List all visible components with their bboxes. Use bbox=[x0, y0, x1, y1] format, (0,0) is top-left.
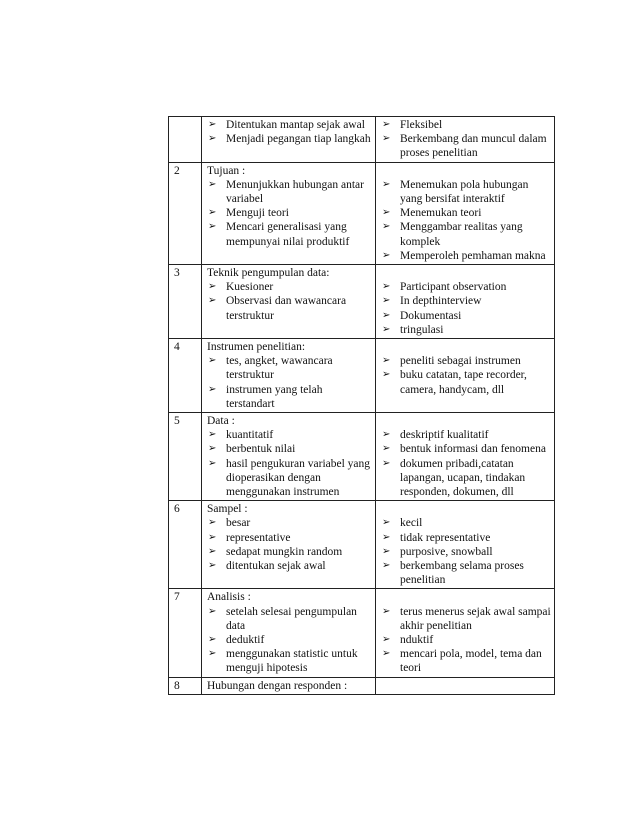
table-row bbox=[169, 677, 555, 694]
bullet-list bbox=[381, 516, 551, 587]
heading-spacer bbox=[381, 590, 551, 604]
bullet-list bbox=[381, 354, 551, 397]
list-item: ➢ deduktif bbox=[207, 633, 372, 647]
aspect-heading: Data : bbox=[207, 415, 235, 428]
list-item: ➢ sedapat mungkin random bbox=[207, 545, 372, 559]
bullet-list bbox=[207, 178, 372, 249]
quantitative-cell bbox=[202, 162, 376, 264]
list-item: ➢ Menemukan pola hubungan yang bersifat interaktif bbox=[381, 178, 551, 206]
row-number: 2 bbox=[169, 162, 202, 264]
qualitative-cell bbox=[376, 117, 555, 163]
heading-spacer bbox=[381, 164, 551, 178]
list-item: ➢ mencari pola, model, tema dan teori bbox=[381, 647, 551, 675]
aspect-heading: Teknik pengumpulan data: bbox=[207, 267, 330, 280]
list-item: ➢ Ditentukan mantap sejak awal bbox=[207, 118, 372, 132]
list-item: ➢ Memperoleh pemhaman makna bbox=[381, 249, 551, 263]
quantitative-cell bbox=[202, 265, 376, 339]
list-item: ➢ deskriptif kualitatif bbox=[381, 428, 551, 442]
list-item: ➢ setelah selesai pengumpulan data bbox=[207, 605, 372, 633]
table-row bbox=[169, 413, 555, 501]
quantitative-cell bbox=[202, 501, 376, 589]
row-number: 4 bbox=[169, 339, 202, 413]
row-number: 8 bbox=[169, 677, 202, 694]
list-item: ➢ Participant observation bbox=[381, 280, 551, 294]
list-item: ➢ buku catatan, tape recorder, camera, handycam, dll bbox=[381, 368, 551, 396]
list-item: ➢ dokumen pribadi,catatan lapangan, ucapan, tindakan responden, dokumen, dll bbox=[381, 457, 551, 500]
list-item: ➢ purposive, snowball bbox=[381, 545, 551, 559]
row-number: 5 bbox=[169, 413, 202, 501]
table-row bbox=[169, 117, 555, 163]
list-item: ➢ besar bbox=[207, 516, 372, 530]
list-item: ➢ ditentukan sejak awal bbox=[207, 559, 372, 573]
qualitative-cell bbox=[376, 339, 555, 413]
row-number: 7 bbox=[169, 589, 202, 677]
list-item: ➢ kuantitatif bbox=[207, 428, 372, 442]
list-item: ➢ In depthinterview bbox=[381, 294, 551, 308]
list-item: ➢ Observasi dan wawancara terstruktur bbox=[207, 294, 372, 322]
bullet-list bbox=[207, 428, 372, 499]
quantitative-cell bbox=[202, 677, 376, 694]
bullet-list bbox=[207, 118, 372, 146]
bullet-list bbox=[381, 178, 551, 263]
bullet-list bbox=[207, 280, 372, 323]
qualitative-cell bbox=[376, 413, 555, 501]
qualitative-cell bbox=[376, 501, 555, 589]
row-number: 3 bbox=[169, 265, 202, 339]
heading-spacer bbox=[381, 679, 551, 693]
list-item: ➢ menggunakan statistic untuk menguji hipotesis bbox=[207, 647, 372, 675]
list-item: ➢ tes, angket, wawancara terstruktur bbox=[207, 354, 372, 382]
list-item: ➢ Menemukan teori bbox=[381, 206, 551, 220]
list-item: ➢ nduktif bbox=[381, 633, 551, 647]
quantitative-cell bbox=[202, 117, 376, 163]
list-item: ➢ instrumen yang telah terstandart bbox=[207, 383, 372, 411]
list-item: ➢ representative bbox=[207, 531, 372, 545]
bullet-list bbox=[207, 354, 372, 411]
bullet-list bbox=[207, 605, 372, 676]
aspect-heading: Tujuan : bbox=[207, 164, 246, 177]
list-item: ➢ tidak representative bbox=[381, 531, 551, 545]
row-number bbox=[169, 117, 202, 163]
list-item: ➢ berkembang selama proses penelitian bbox=[381, 559, 551, 587]
qualitative-cell bbox=[376, 265, 555, 339]
aspect-heading: Hubungan dengan responden : bbox=[207, 679, 348, 692]
table-row bbox=[169, 589, 555, 677]
aspect-heading: Instrumen penelitian: bbox=[207, 341, 306, 354]
list-item: ➢ Mencari generalisasi yang mempunyai nilai produktif bbox=[207, 220, 372, 248]
list-item: ➢ hasil pengukuran variabel yang dioperasikan dengan menggunakan instrumen bbox=[207, 457, 372, 500]
list-item: ➢ Kuesioner bbox=[207, 280, 372, 294]
comparison-table bbox=[168, 116, 555, 695]
bullet-list bbox=[381, 605, 551, 676]
list-item: ➢ terus menerus sejak awal sampai akhir penelitian bbox=[381, 605, 551, 633]
list-item: ➢ peneliti sebagai instrumen bbox=[381, 354, 551, 368]
heading-spacer bbox=[381, 414, 551, 428]
list-item: ➢ Menggambar realitas yang komplek bbox=[381, 220, 551, 248]
qualitative-cell bbox=[376, 162, 555, 264]
table-row bbox=[169, 501, 555, 589]
list-item: ➢ Menguji teori bbox=[207, 206, 372, 220]
row-number: 6 bbox=[169, 501, 202, 589]
heading-spacer bbox=[381, 340, 551, 354]
list-item: ➢ bentuk informasi dan fenomena bbox=[381, 442, 551, 456]
qualitative-cell bbox=[376, 589, 555, 677]
list-item: ➢ Menunjukkan hubungan antar variabel bbox=[207, 178, 372, 206]
list-item: ➢ Menjadi pegangan tiap langkah bbox=[207, 132, 372, 146]
heading-spacer bbox=[381, 266, 551, 280]
bullet-list bbox=[381, 428, 551, 499]
table-row bbox=[169, 265, 555, 339]
aspect-heading: Analisis : bbox=[207, 591, 251, 604]
list-item: ➢ tringulasi bbox=[381, 323, 551, 337]
quantitative-cell bbox=[202, 339, 376, 413]
qualitative-cell bbox=[376, 677, 555, 694]
quantitative-cell bbox=[202, 589, 376, 677]
bullet-list bbox=[207, 516, 372, 573]
list-item: ➢ Fleksibel bbox=[381, 118, 551, 132]
list-item: ➢ berbentuk nilai bbox=[207, 442, 372, 456]
quantitative-cell bbox=[202, 413, 376, 501]
heading-spacer bbox=[381, 502, 551, 516]
table-row bbox=[169, 162, 555, 264]
table-row bbox=[169, 339, 555, 413]
list-item: ➢ Dokumentasi bbox=[381, 309, 551, 323]
list-item: ➢ Berkembang dan muncul dalam proses penelitian bbox=[381, 132, 551, 160]
bullet-list bbox=[381, 118, 551, 161]
list-item: ➢ kecil bbox=[381, 516, 551, 530]
aspect-heading: Sampel : bbox=[207, 503, 248, 516]
table-body bbox=[169, 117, 555, 695]
bullet-list bbox=[381, 280, 551, 337]
